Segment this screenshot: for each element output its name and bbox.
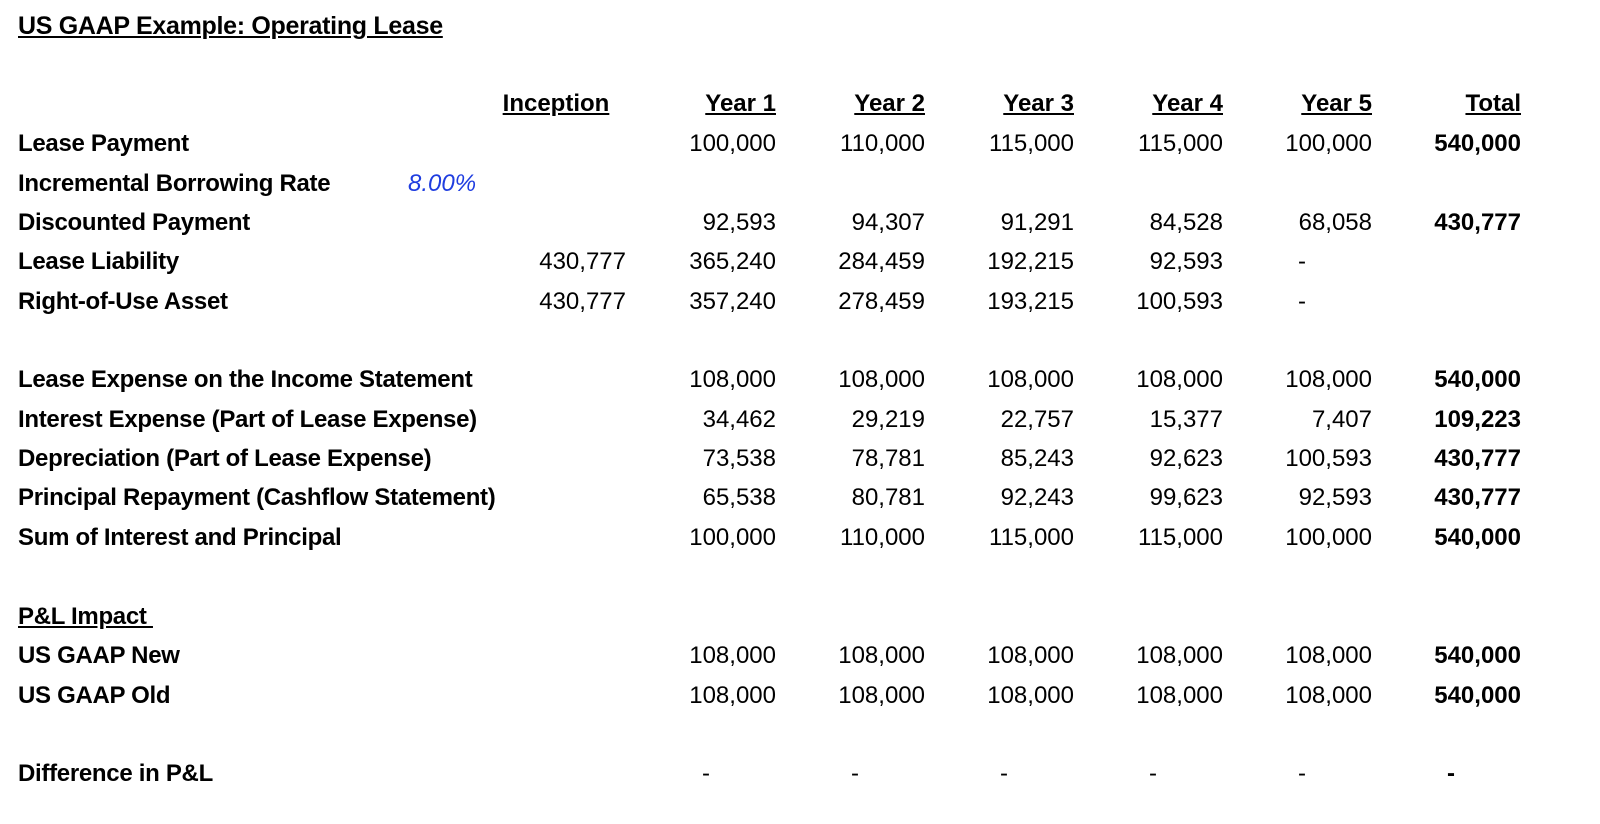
cell-year-5: 108,000 <box>1285 682 1372 709</box>
cell-year-3: 192,215 <box>987 248 1074 275</box>
row-gaap-new <box>0 642 1600 682</box>
row-sum-interest-principal <box>0 524 1600 564</box>
row-label: Interest Expense (Part of Lease Expense) <box>18 406 477 433</box>
cell-year-4: 108,000 <box>1136 682 1223 709</box>
cell-year-4: 92,593 <box>1149 248 1223 275</box>
cell-year-4: 115,000 <box>1138 524 1223 551</box>
cell-year-3: 22,757 <box>1000 406 1074 433</box>
row-interest-expense <box>0 406 1600 446</box>
cell-year-2: 94,307 <box>851 209 925 236</box>
cell-year-2: 110,000 <box>840 524 925 551</box>
row-principal-repayment <box>0 484 1600 524</box>
section-heading: P&L Impact <box>18 603 153 630</box>
cell-year-2: 108,000 <box>838 682 925 709</box>
cell-year-3: 193,215 <box>987 288 1074 315</box>
header-inception: Inception <box>502 90 610 117</box>
cell-total: 540,000 <box>1434 642 1521 669</box>
header-total: Total <box>1465 90 1521 117</box>
cell-total: 109,223 <box>1434 406 1521 433</box>
cell-year-1: 108,000 <box>689 366 776 393</box>
row-depreciation <box>0 445 1600 485</box>
cell-year-3: 108,000 <box>987 682 1074 709</box>
cell-inception: 430,777 <box>539 248 626 275</box>
row-label: Right-of-Use Asset <box>18 288 228 315</box>
cell-year-1: 365,240 <box>689 248 776 275</box>
row-label: Principal Repayment (Cashflow Statement) <box>18 484 496 511</box>
cell-total: 430,777 <box>1434 209 1521 236</box>
cell-total: - <box>1447 760 1455 787</box>
cell-year-1: 92,593 <box>702 209 776 236</box>
cell-year-1: - <box>702 760 710 787</box>
header-year-3: Year 3 <box>1003 90 1074 117</box>
row-lease-payment <box>0 130 1600 170</box>
cell-year-2: 108,000 <box>838 642 925 669</box>
cell-year-1: 108,000 <box>689 682 776 709</box>
column-header-row <box>0 90 1600 130</box>
cell-year-5: - <box>1298 288 1306 315</box>
header-year-5: Year 5 <box>1301 90 1372 117</box>
row-label: US GAAP New <box>18 642 180 669</box>
row-label: Lease Payment <box>18 130 189 157</box>
row-gaap-old <box>0 682 1600 722</box>
cell-year-2: 78,781 <box>851 445 925 472</box>
row-label: Lease Liability <box>18 248 179 275</box>
cell-total: 540,000 <box>1434 682 1521 709</box>
row-label: Difference in P&L <box>18 760 213 787</box>
cell-year-4: 92,623 <box>1149 445 1223 472</box>
row-borrowing-rate <box>0 170 1600 210</box>
row-label: US GAAP Old <box>18 682 171 709</box>
row-label: Sum of Interest and Principal <box>18 524 342 551</box>
row-label: Depreciation (Part of Lease Expense) <box>18 445 432 472</box>
page-title: US GAAP Example: Operating Lease <box>18 12 443 40</box>
row-lease-liability <box>0 248 1600 288</box>
cell-year-3: - <box>1000 760 1008 787</box>
cell-year-3: 92,243 <box>1000 484 1074 511</box>
cell-year-2: 80,781 <box>851 484 925 511</box>
cell-year-1: 100,000 <box>689 524 776 551</box>
cell-year-4: 15,377 <box>1149 406 1223 433</box>
cell-year-4: 108,000 <box>1136 642 1223 669</box>
cell-year-5: 68,058 <box>1298 209 1372 236</box>
cell-year-2: 284,459 <box>838 248 925 275</box>
cell-total: 430,777 <box>1434 484 1521 511</box>
cell-year-2: 110,000 <box>840 130 925 157</box>
cell-year-3: 85,243 <box>1000 445 1074 472</box>
cell-total: 540,000 <box>1434 366 1521 393</box>
cell-year-5: 100,000 <box>1285 130 1372 157</box>
cell-total: 540,000 <box>1434 524 1521 551</box>
cell-year-1: 65,538 <box>702 484 776 511</box>
cell-year-5: - <box>1298 248 1306 275</box>
cell-inception: 430,777 <box>539 288 626 315</box>
header-year-2: Year 2 <box>854 90 925 117</box>
cell-year-5: 108,000 <box>1285 642 1372 669</box>
header-year-4: Year 4 <box>1152 90 1223 117</box>
cell-year-5: 100,000 <box>1285 524 1372 551</box>
cell-year-3: 108,000 <box>987 366 1074 393</box>
cell-year-1: 357,240 <box>689 288 776 315</box>
cell-year-4: 84,528 <box>1149 209 1223 236</box>
cell-year-1: 100,000 <box>689 130 776 157</box>
cell-total: 430,777 <box>1434 445 1521 472</box>
cell-year-3: 91,291 <box>1000 209 1074 236</box>
cell-year-5: 7,407 <box>1311 406 1372 433</box>
cell-year-5: - <box>1298 760 1306 787</box>
cell-total: 540,000 <box>1434 130 1521 157</box>
cell-year-1: 34,462 <box>702 406 776 433</box>
cell-year-3: 115,000 <box>989 524 1074 551</box>
cell-year-2: 278,459 <box>838 288 925 315</box>
cell-year-4: 99,623 <box>1149 484 1223 511</box>
cell-year-5: 92,593 <box>1298 484 1372 511</box>
borrowing-rate-value: 8.00% <box>408 170 477 197</box>
row-label: Discounted Payment <box>18 209 250 236</box>
row-discounted-payment <box>0 209 1600 249</box>
header-year-1: Year 1 <box>705 90 776 117</box>
cell-year-2: - <box>851 760 859 787</box>
cell-year-3: 115,000 <box>989 130 1074 157</box>
cell-year-4: 115,000 <box>1138 130 1223 157</box>
row-lease-expense <box>0 366 1600 406</box>
cell-year-5: 100,593 <box>1285 445 1372 472</box>
cell-year-1: 108,000 <box>689 642 776 669</box>
cell-year-1: 73,538 <box>702 445 776 472</box>
cell-year-4: - <box>1149 760 1157 787</box>
row-rou-asset <box>0 288 1600 328</box>
row-label: Lease Expense on the Income Statement <box>18 366 473 393</box>
cell-year-2: 29,219 <box>851 406 925 433</box>
row-label: Incremental Borrowing Rate <box>18 170 331 197</box>
row-difference <box>0 760 1600 800</box>
section-pl-impact <box>0 603 1600 643</box>
cell-year-2: 108,000 <box>838 366 925 393</box>
cell-year-4: 108,000 <box>1136 366 1223 393</box>
cell-year-4: 100,593 <box>1136 288 1223 315</box>
cell-year-3: 108,000 <box>987 642 1074 669</box>
cell-year-5: 108,000 <box>1285 366 1372 393</box>
